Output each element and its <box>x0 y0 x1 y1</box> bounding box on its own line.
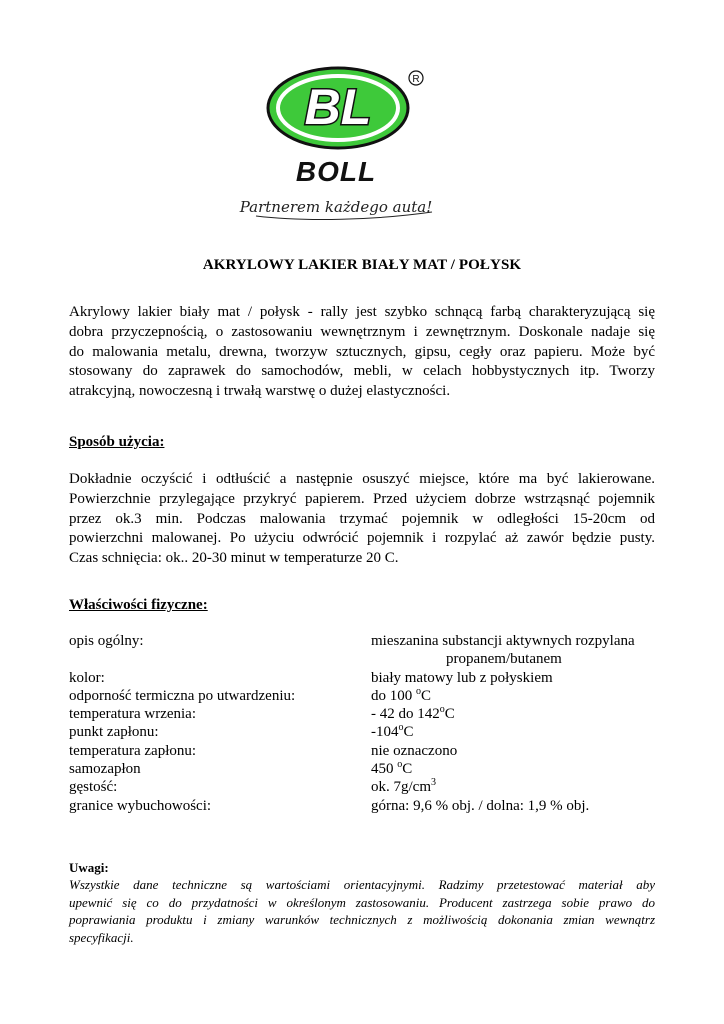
property-row <box>69 705 669 723</box>
property-label: granice wybuchowości: <box>69 797 212 814</box>
usage-heading: Sposób użycia: <box>69 434 165 450</box>
property-value: 450 $^o$C <box>371 759 413 778</box>
property-label: temperatura zapłonu: <box>69 742 197 759</box>
property-row <box>69 797 669 815</box>
intro-paragraph <box>69 303 655 402</box>
property-value: górna: 9,6 % obj. / dolna: 1,9 % obj. <box>371 797 590 814</box>
property-row <box>69 742 669 760</box>
property-value: biały matowy lub z połyskiem <box>371 669 553 686</box>
property-value: - 42 do 142$^o$C <box>371 704 455 723</box>
notes-heading: Uwagi: <box>69 860 109 875</box>
intro-line: atrakcyjną, nowoczesną i trwałą warstwę o dużej elastyczności. <box>69 383 451 400</box>
property-value: do 100 $^o$C <box>371 685 432 704</box>
property-row <box>69 632 669 669</box>
intro-line: Akrylowy lakier biały mat / połysk - rally jest szybko schnącą farbą charakteryzującą się <box>69 304 655 320</box>
usage-line: Czas schnięcia: ok.. 20-30 minut w temperaturze 20 C. <box>69 550 399 567</box>
property-label: samozapłon <box>69 761 141 778</box>
property-row <box>69 760 669 778</box>
boll-logo-icon <box>236 66 484 226</box>
property-value: nie oznaczono <box>371 742 458 759</box>
usage-line: przez ok.3 min. Podczas malowania trzymać pojemnik w odległości 15-20cm od <box>69 510 655 527</box>
property-row <box>69 723 669 741</box>
document-title: AKRYLOWY LAKIER BIAŁY MAT / POŁYSK <box>202 257 522 273</box>
usage-paragraph <box>69 470 655 569</box>
property-value: mieszanina substancji aktywnych rozpylana <box>371 633 635 649</box>
property-label: punkt zapłonu: <box>69 724 159 741</box>
property-label: opis ogólny: <box>69 633 144 649</box>
logo-slogan: Partnerem każdego auta! <box>239 198 433 216</box>
property-label: odporność termiczna po utwardzeniu: <box>69 687 296 704</box>
usage-line: Dokładnie oczyścić i odtłuścić a następnie osuszyć miejsce, które ma być lakierowane. <box>69 471 655 487</box>
notes-line: specyfikacji. <box>69 929 134 945</box>
logo-brand: BOLL <box>295 156 377 187</box>
svg-text:R: R <box>412 74 420 85</box>
property-label: kolor: <box>69 669 105 686</box>
boll-logo <box>236 66 484 226</box>
notes-paragraph <box>69 876 655 946</box>
intro-line: dobra przyczepnością, o zastosowaniu wewnętrznym i zewnętrznym. Doskonale nadaje się <box>69 323 655 340</box>
property-label: temperatura wrzenia: <box>69 706 197 723</box>
usage-line: Powierzchnie przylegające przykryć papierem. Przed użyciem dobrze wstrząsnąć pojemnik <box>69 490 655 507</box>
property-value: -104$^o$C <box>371 722 414 741</box>
property-row <box>69 687 669 705</box>
intro-line: do malowania metalu, drewna, tworzyw sztucznych, gipsu, cegły oraz papieru. Może być <box>69 343 655 360</box>
property-value-cont: propanem/butanem <box>446 651 562 668</box>
notes-line: upewnić się co do przydatności w określonym zastosowaniu. Producent zastrzega sobie prawo do <box>69 894 655 910</box>
notes-line: poprawiania produktu i zmiany warunków technicznych z możliwością dokonania zmian wewnątrz <box>69 912 655 928</box>
property-row <box>69 669 669 687</box>
intro-line: stosowany do zaprawek do samochodów, mebli, w celach hobbystycznych itp. Tworzy <box>69 363 655 380</box>
properties-table <box>69 632 669 815</box>
usage-line: powierzchni malowanej. Po użyciu odwrócić pojemnik i rozpylać aż zawór będzie pusty. <box>69 530 655 547</box>
property-label: gęstość: <box>69 779 118 796</box>
notes-line: Wszystkie dane techniczne są wartościami orientacyjnymi. Radzimy przetestować materiał aby <box>69 877 655 892</box>
property-row <box>69 778 669 796</box>
property-value: ok. $7g/cm^3$ <box>371 777 436 796</box>
properties-heading: Właściwości fizyczne: <box>69 597 208 613</box>
logo-monogram: BL <box>304 79 372 135</box>
